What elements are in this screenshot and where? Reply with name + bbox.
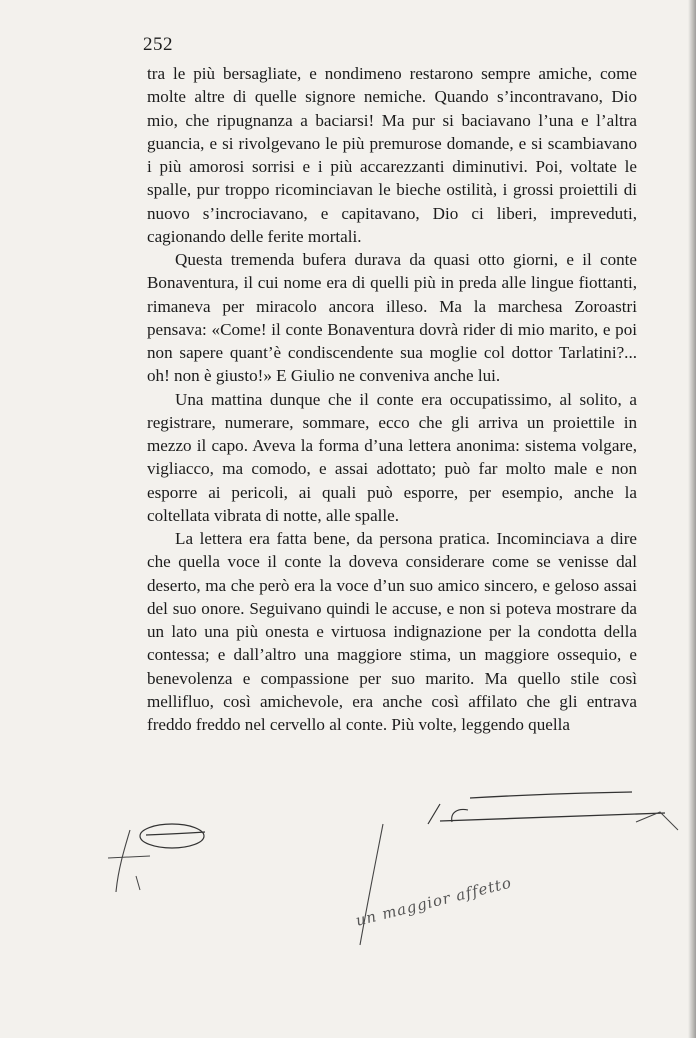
slash-mark <box>428 804 440 824</box>
body-text <box>147 62 637 736</box>
paragraph-2: Questa tremenda bufera durava da quasi otto giorni, e il conte Bonaventura, il cui nome era di quelli più in preda alle lingue fiottanti, rimaneva per miracolo ancora illeso. Ma la marchesa Zoroastri pensava: «Come! il conte Bonaventura dovrà rider di mio marito, e poi non sapere quant’è condiscendente sua moglie col dottor Tarlatini?... oh! non è giusto!» E Giulio ne conveniva anche lui. <box>147 250 637 386</box>
strike-line-3 <box>146 832 205 835</box>
paragraph-3: Una mattina dunque che il conte era occupatissimo, al solito, a registrare, numerare, sommare, ecco che gli arriva un proiettile in mezzo il capo. Aveva la forma d’una lettera anonima: sistema volgare, vigliacco, ma comodo, e assai adottato; può far molto male e non esporre ai pericoli, ai quali può esporre, per esempio, anche la coltellata vibrata di notte, alle spalle. <box>147 389 637 525</box>
handwritten-margin-note: un maggior affetto <box>353 873 514 930</box>
strike-line-2 <box>440 813 665 821</box>
margin-mark-left-2 <box>108 856 150 858</box>
margin-mark-left <box>116 830 130 892</box>
circle-mark <box>140 824 204 848</box>
paragraph-4: La lettera era fatta bene, da persona pratica. Incominciava a dire che quella voce il conte la doveva considerare come se venisse dal deserto, ma che però era la voce d’un suo amico sincero, e geloso assai del suo onore. Seguivano quindi le accuse, e non si poteva mostrare da un lato una più onesta e virtuosa indignazione per la condotta della contessa; e dall’altro una maggiore stima, un maggiore ossequio, e benevolenza e compassione per suo marito. Ma quello stile così mellifluo, così amichevole, era anche così affilato che gli entrava freddo freddo nel cervello al conte. Più volte, leggendo quella <box>147 529 637 734</box>
strike-line <box>470 792 632 798</box>
caret-mark <box>636 812 678 830</box>
arc-mark <box>452 810 468 823</box>
page-edge-shadow <box>688 0 696 1038</box>
margin-mark-left-3 <box>136 876 140 890</box>
page-number: 252 <box>143 34 173 55</box>
paragraph-1: tra le più bersagliate, e nondimeno restarono sempre amiche, come molte altre di quelle signore nemiche. Quando s’incontravano, Dio mio, che ripugnanza a baciarsi! Ma pur si baciavano l’una e l’altra guancia, e si rivolgevano le più premurose domande, e si scambiavano i più amorosi sorrisi e i più accarezzanti diminutivi. Poi, voltate le spalle, pur troppo ricominciavan le bieche ostilità, i grossi proiettili di nuovo s’incrociavano, e capitavano, Dio ci liberi, impreveduti, cagionando delle ferite mortali. <box>147 64 637 246</box>
